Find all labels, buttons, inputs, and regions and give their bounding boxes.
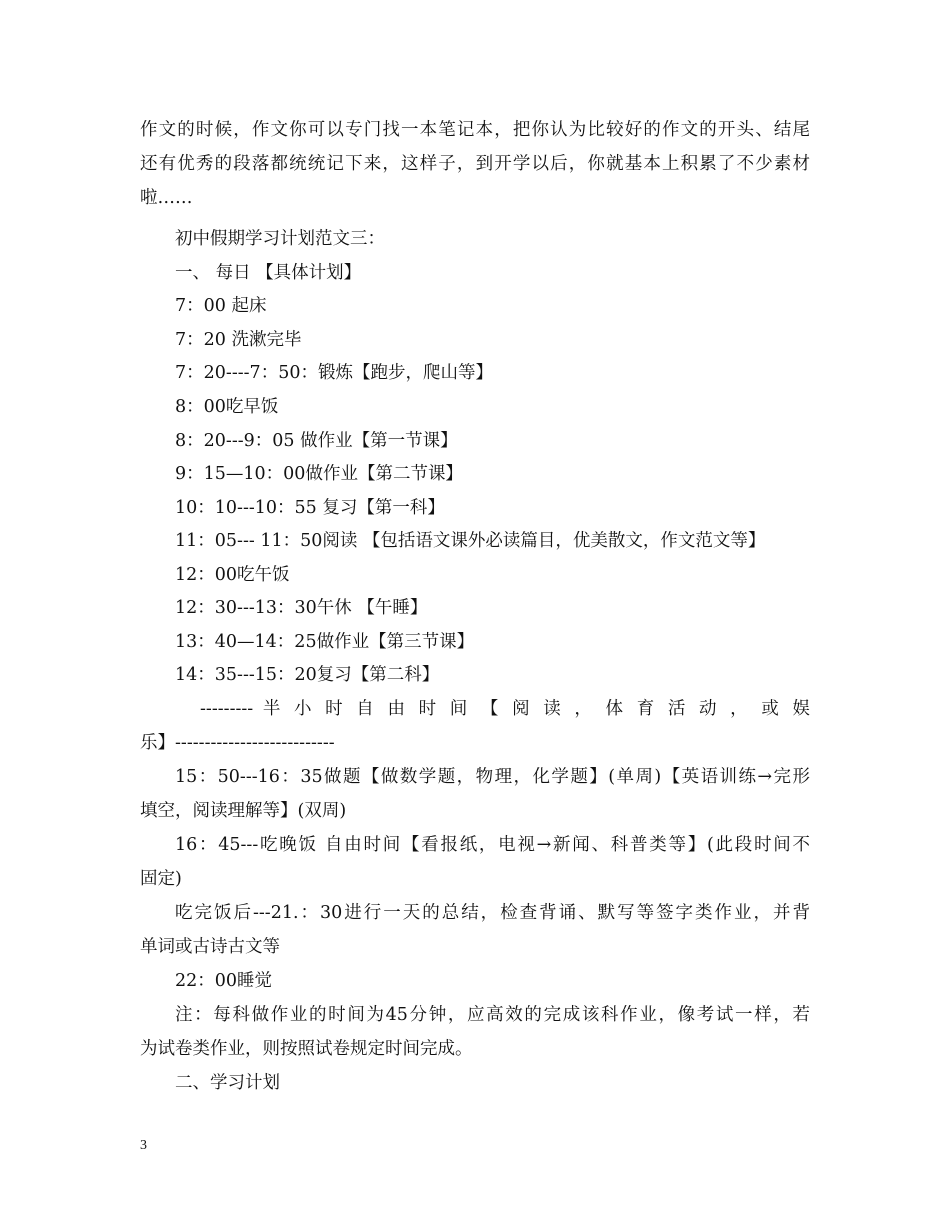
text-line: 啦…… (140, 188, 193, 208)
section-heading: 二、学习计划 (175, 1073, 280, 1093)
text-line: 一、 每日 【具体计划】 (175, 263, 362, 283)
schedule-line: 12：30---13：30午休 【午睡】 (175, 598, 428, 618)
page-number: 3 (140, 1138, 147, 1153)
schedule-line: 7：00 起床 (175, 296, 267, 316)
schedule-line: 单词或古诗古文等 (140, 937, 280, 957)
note-line: 注：每科做作业的时间为45分钟，应高效的完成该科作业，像考试一样，若 (175, 1005, 810, 1025)
schedule-line: 13：40—14：25做作业【第三节课】 (175, 632, 475, 652)
schedule-line: 12：00吃午饭 (175, 565, 290, 585)
schedule-line: 10：10---10：55 复习【第一科】 (175, 498, 445, 518)
schedule-line: 15：50---16：35做题【做数学题，物理，化学题】(单周)【英语训练→完形 (175, 767, 810, 787)
schedule-line: 8：20---9：05 做作业【第一节课】 (175, 431, 458, 451)
schedule-line: 填空，阅读理解等】(双周) (140, 801, 347, 821)
schedule-line: 8：00吃早饭 (175, 397, 279, 417)
schedule-line: 7：20----7：50：锻炼【跑步，爬山等】 (175, 363, 493, 383)
schedule-line: 11：05--- 11：50阅读 【包括语文课外必读篇目，优美散文，作文范文等】 (175, 531, 766, 551)
schedule-line: 22：00睡觉 (175, 971, 273, 991)
schedule-line: 固定) (140, 869, 182, 889)
note-line: 为试卷类作业，则按照试卷规定时间完成。 (140, 1039, 473, 1059)
schedule-line: --------- 半 小 时 自 由 时 间 【 阅 读 ， 体 育 活 动 ， 或 娱 (200, 699, 810, 719)
schedule-line: 14：35---15：20复习【第二科】 (175, 665, 440, 685)
text-line: 还有优秀的段落都统统记下来，这样子，到开学以后，你就基本上积累了不少素材 (140, 154, 810, 174)
text-line: 作文的时候，作文你可以专门找一本笔记本，把你认为比较好的作文的开头、结尾 (140, 120, 810, 140)
schedule-line: 16：45---吃晚饭 自由时间【看报纸，电视→新闻、科普类等】(此段时间不 (175, 835, 810, 855)
schedule-line: 7：20 洗漱完毕 (175, 330, 302, 350)
schedule-line: 乐】--------------------------- (140, 733, 335, 753)
schedule-line: 吃完饭后---21.：30进行一天的总结，检查背诵、默写等签字类作业，并背 (175, 903, 810, 923)
schedule-line: 9：15—10：00做作业【第二节课】 (175, 464, 463, 484)
section-heading: 初中假期学习计划范文三： (175, 229, 385, 249)
